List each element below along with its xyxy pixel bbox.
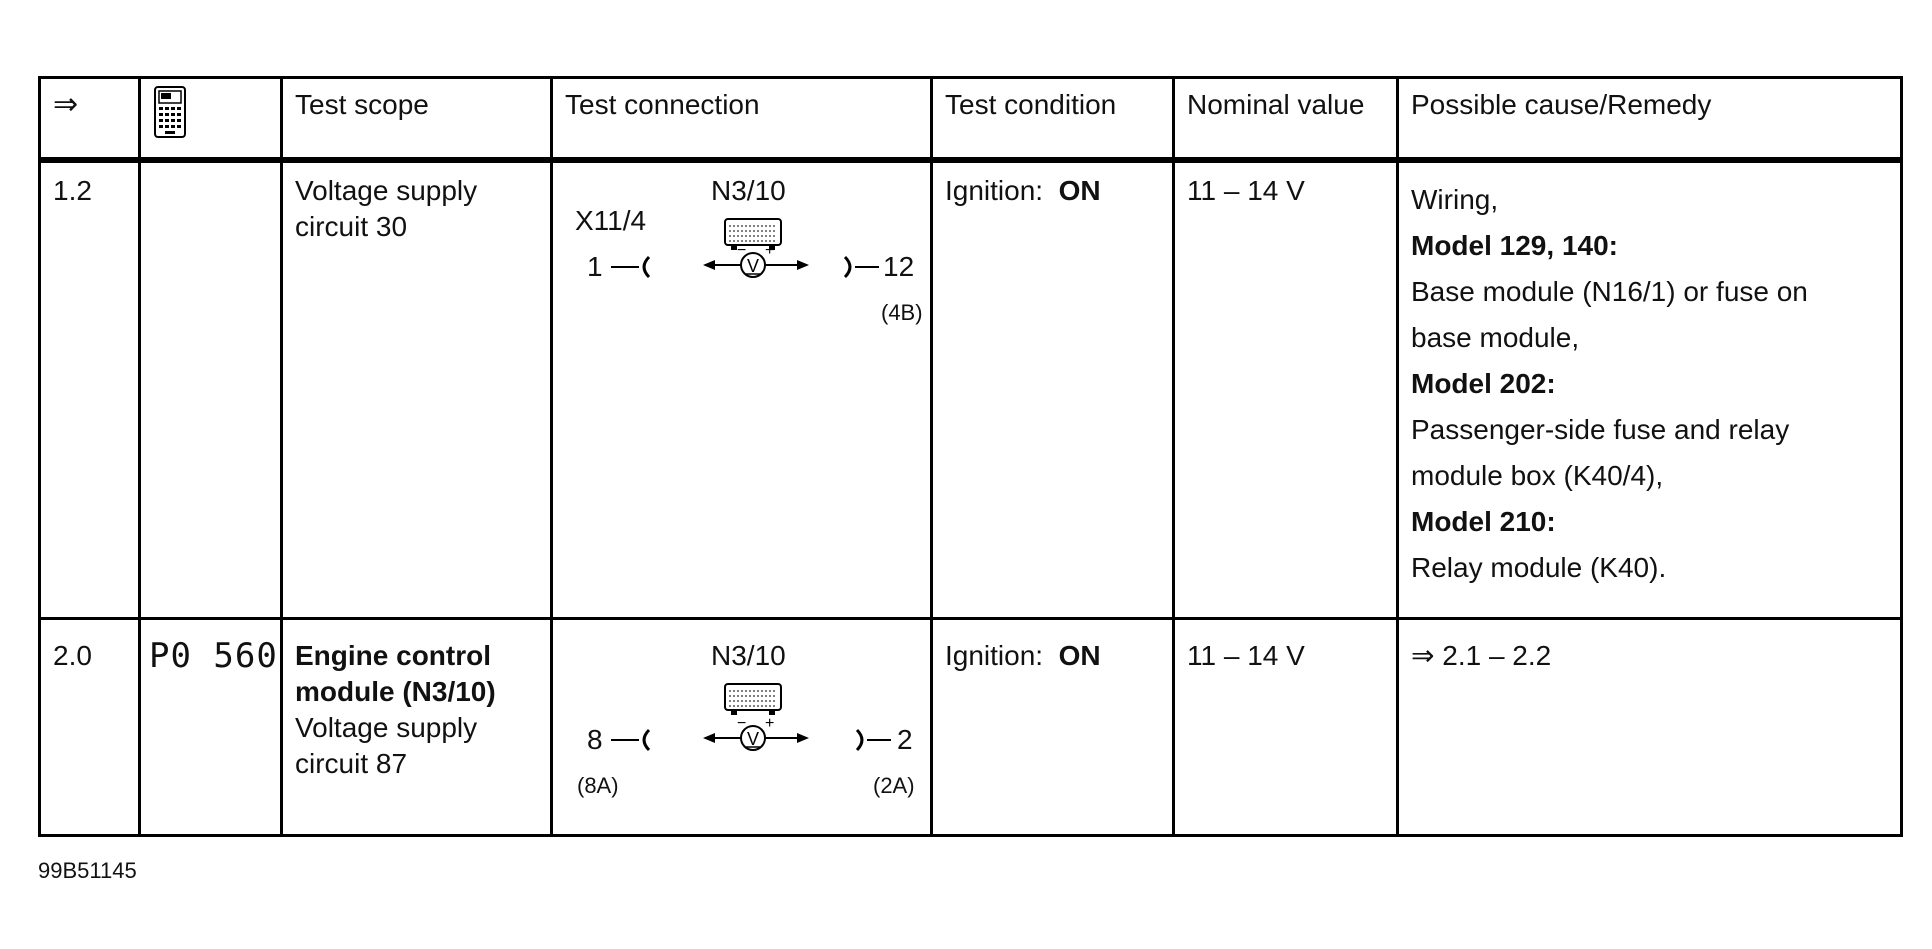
figure-id: 99B51145 bbox=[38, 858, 137, 883]
connection-diagram bbox=[565, 638, 918, 798]
nominal-value-cell: 11 – 14 V bbox=[1174, 160, 1398, 619]
left-pin-note: (8A) bbox=[577, 773, 619, 798]
right-probe-icon bbox=[855, 726, 895, 754]
scope-line: circuit 30 bbox=[295, 211, 408, 242]
step-number: 2.0 bbox=[40, 619, 140, 836]
header-arrow: ⇒ bbox=[40, 78, 140, 161]
svg-text:−: − bbox=[737, 242, 747, 259]
fault-code bbox=[140, 160, 282, 619]
left-pin-label: 8 bbox=[587, 724, 603, 755]
cause-line: Base module (N16/1) or fuse on bbox=[1411, 276, 1808, 307]
condition-value: ON bbox=[1058, 175, 1101, 206]
table-row bbox=[40, 619, 1902, 836]
test-condition-cell bbox=[932, 160, 1174, 619]
svg-text:−: − bbox=[737, 715, 747, 732]
left-probe-icon bbox=[609, 726, 657, 754]
header-test-condition: Test condition bbox=[932, 78, 1174, 161]
header-test-connection: Test connection bbox=[552, 78, 932, 161]
condition-value: ON bbox=[1058, 640, 1101, 671]
svg-text:V: V bbox=[746, 256, 760, 276]
cause-line: Relay module (K40). bbox=[1411, 552, 1667, 583]
cause-model-heading: Model 210: bbox=[1411, 506, 1556, 537]
left-probe-icon bbox=[609, 253, 657, 281]
test-connection-cell bbox=[552, 619, 932, 836]
test-table bbox=[38, 76, 1903, 837]
fault-code-cell bbox=[140, 619, 282, 836]
right-pin-label: 12 bbox=[883, 251, 915, 282]
ecu-module-icon bbox=[723, 682, 783, 718]
fault-code: P0 560 bbox=[149, 636, 278, 676]
svg-text:+: + bbox=[765, 242, 775, 259]
condition-label: Ignition: bbox=[945, 175, 1044, 206]
scope-line: Voltage supply bbox=[295, 175, 478, 206]
possible-cause-cell bbox=[1398, 160, 1902, 619]
connection-diagram bbox=[565, 173, 923, 333]
voltmeter-icon bbox=[701, 714, 811, 758]
module-label: N3/10 bbox=[711, 175, 786, 206]
condition-label: Ignition: bbox=[945, 640, 1044, 671]
svg-text:V: V bbox=[746, 729, 760, 749]
header-nominal-value: Nominal value bbox=[1174, 78, 1398, 161]
cause-line: Wiring, bbox=[1411, 184, 1499, 215]
scope-line: circuit 87 bbox=[295, 748, 408, 779]
cause-line: Passenger-side fuse and relay bbox=[1411, 414, 1790, 445]
table-header-row bbox=[40, 78, 1902, 161]
cause-model-heading: Model 202: bbox=[1411, 368, 1556, 399]
scope-heading: Engine control bbox=[295, 640, 491, 671]
right-pin-note: (2A) bbox=[873, 773, 915, 798]
scope-heading: module (N3/10) bbox=[295, 676, 496, 707]
svg-text:+: + bbox=[765, 715, 775, 732]
test-connection-cell bbox=[552, 160, 932, 619]
right-pin-note: (4B) bbox=[881, 300, 923, 325]
test-scope-cell bbox=[282, 160, 552, 619]
header-test-scope: Test scope bbox=[282, 78, 552, 161]
cause-model-heading: Model 129, 140: bbox=[1411, 230, 1618, 261]
cause-line: base module, bbox=[1411, 322, 1580, 353]
table-row bbox=[40, 160, 1902, 619]
connector-label: X11/4 bbox=[575, 205, 647, 236]
scope-line: Voltage supply bbox=[295, 712, 478, 743]
right-pin-label: 2 bbox=[897, 724, 913, 755]
test-condition-cell bbox=[932, 619, 1174, 836]
header-tester bbox=[140, 78, 282, 161]
diagnostic-tester-icon bbox=[153, 85, 187, 139]
right-probe-icon bbox=[843, 253, 883, 281]
left-pin-label: 1 bbox=[587, 251, 603, 282]
step-number: 1.2 bbox=[40, 160, 140, 619]
possible-cause-cell: ⇒ 2.1 – 2.2 bbox=[1398, 619, 1902, 836]
module-label: N3/10 bbox=[711, 640, 786, 671]
voltmeter-icon bbox=[701, 241, 811, 285]
cause-line: module box (K40/4), bbox=[1411, 460, 1664, 491]
test-scope-cell bbox=[282, 619, 552, 836]
header-possible-cause: Possible cause/Remedy bbox=[1398, 78, 1902, 161]
nominal-value-cell: 11 – 14 V bbox=[1174, 619, 1398, 836]
